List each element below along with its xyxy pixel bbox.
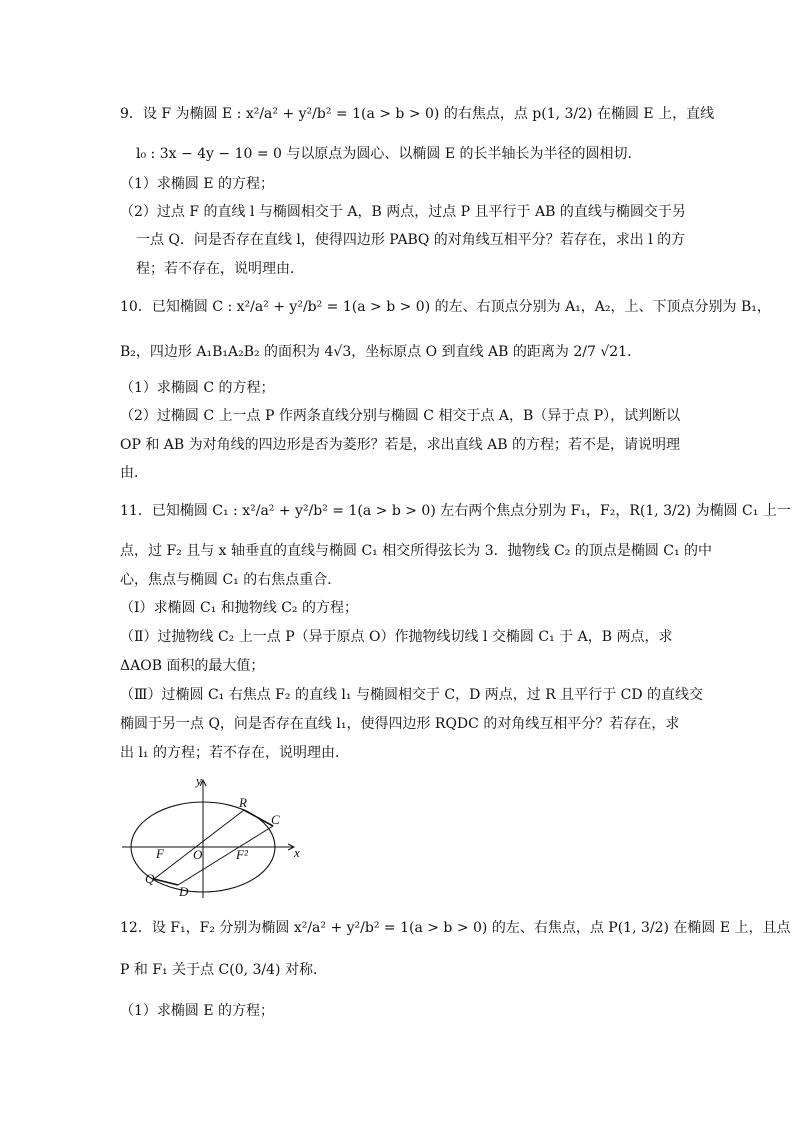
label-Q: Q (145, 871, 155, 886)
p12-line-2: P 和 F₁ 关于点 C(0, 3/4) 对称． (120, 962, 327, 978)
chord-RC (244, 810, 273, 826)
label-R: R (239, 795, 247, 810)
label-x: x (294, 845, 300, 860)
label-D: D (179, 884, 189, 899)
p11-question-3-cont: 椭圆于另一点 Q，问是否存在直线 l₁，使得四边形 RQDC 的对角线互相平分？若存在，求 (120, 716, 680, 732)
label-y: y (196, 773, 202, 788)
p11-question-3-end: 出 l₁ 的方程；若不存在，说明理由． (120, 745, 349, 761)
p11-question-1: （Ⅰ）求椭圆 C₁ 和抛物线 C₂ 的方程； (120, 600, 358, 616)
label-C: C (271, 812, 280, 827)
p9-line-2: l₀ : 3x − 4y − 10 = 0 与以原点为圆心、以椭圆 E 的长半轴长为半径的圆相切． (136, 146, 642, 162)
label-O: O (193, 847, 203, 862)
label-F2: F² (236, 847, 248, 862)
p11-line-2: 点，过 F₂ 且与 x 轴垂直的直线与椭圆 C₁ 相交所得弦长为 3．抛物线 C₂ 的顶点是椭圆 C₁ 的中 (120, 543, 713, 559)
p11-question-2-cont: ΔAOB 面积的最大值； (120, 658, 265, 674)
p10-line-1: 10．已知椭圆 C : x²/a² + y²/b² = 1(a > b > 0) 的左、右顶点分别为 A₁，A₂，上、下顶点分别为 B₁， (120, 299, 771, 315)
p9-question-2: （2）过点 F 的直线 l 与椭圆相交于 A，B 两点，过点 P 且平行于 AB 的直线与椭圆交于另 (120, 204, 686, 220)
p11-line-3: 心，焦点与椭圆 C₁ 的右焦点重合． (120, 572, 342, 588)
label-F: F (156, 846, 164, 861)
p9-line-1: 9．设 F 为椭圆 E : x²/a² + y²/b² = 1(a > b > 0) 的右焦点，点 p(1, 3/2) 在椭圆 E 上，直线 (120, 106, 715, 122)
p11-question-3: （Ⅲ）过椭圆 C₁ 右焦点 F₂ 的直线 l₁ 与椭圆相交于 C，D 两点，过 R 且平行于 CD 的直线交 (120, 687, 704, 703)
p10-question-1: （1）求椭圆 C 的方程； (120, 380, 275, 396)
p11-line-1: 11．已知椭圆 C₁ : x²/a² + y²/b² = 1(a > b > 0) 左右两个焦点分别为 F₁，F₂，R(1, 3/2) 为椭圆 C₁ 上一 (120, 503, 791, 519)
p9-question-2-cont: 一点 Q．问是否存在直线 l，使得四边形 PABQ 的对角线互相平分？若存在，求出 l 的方 (136, 232, 686, 248)
p12-question-1: （1）求椭圆 E 的方程； (120, 1003, 275, 1019)
ellipse-figure (118, 772, 318, 902)
line-RQ (154, 810, 244, 879)
p10-question-2: （2）过椭圆 C 上一点 P 作两条直线分别与椭圆 C 相交于点 A，B（异于点 P），试判断以 (120, 408, 681, 424)
p9-question-1: （1）求椭圆 E 的方程； (120, 176, 275, 192)
p10-line-2: B₂，四边形 A₁B₁A₂B₂ 的面积为 4√3，坐标原点 O 到直线 AB 的距离为 2/7 √21． (120, 344, 642, 360)
p10-question-2-cont: OP 和 AB 为对角线的四边形是否为菱形？若是，求出直线 AB 的方程；若不是，请说明理 (120, 437, 680, 453)
p10-question-2-end: 由． (120, 465, 148, 481)
p9-question-2-end: 程；若不存在，说明理由． (136, 261, 304, 277)
p11-question-2: （Ⅱ）过抛物线 C₂ 上一点 P（异于原点 O）作抛物线切线 l 交椭圆 C₁ 于 A，B 两点，求 (120, 629, 673, 645)
p12-line-1: 12．设 F₁，F₂ 分别为椭圆 x²/a² + y²/b² = 1(a > b > 0) 的左、右焦点，点 P(1, 3/2) 在椭圆 E 上，且点 (120, 920, 791, 936)
